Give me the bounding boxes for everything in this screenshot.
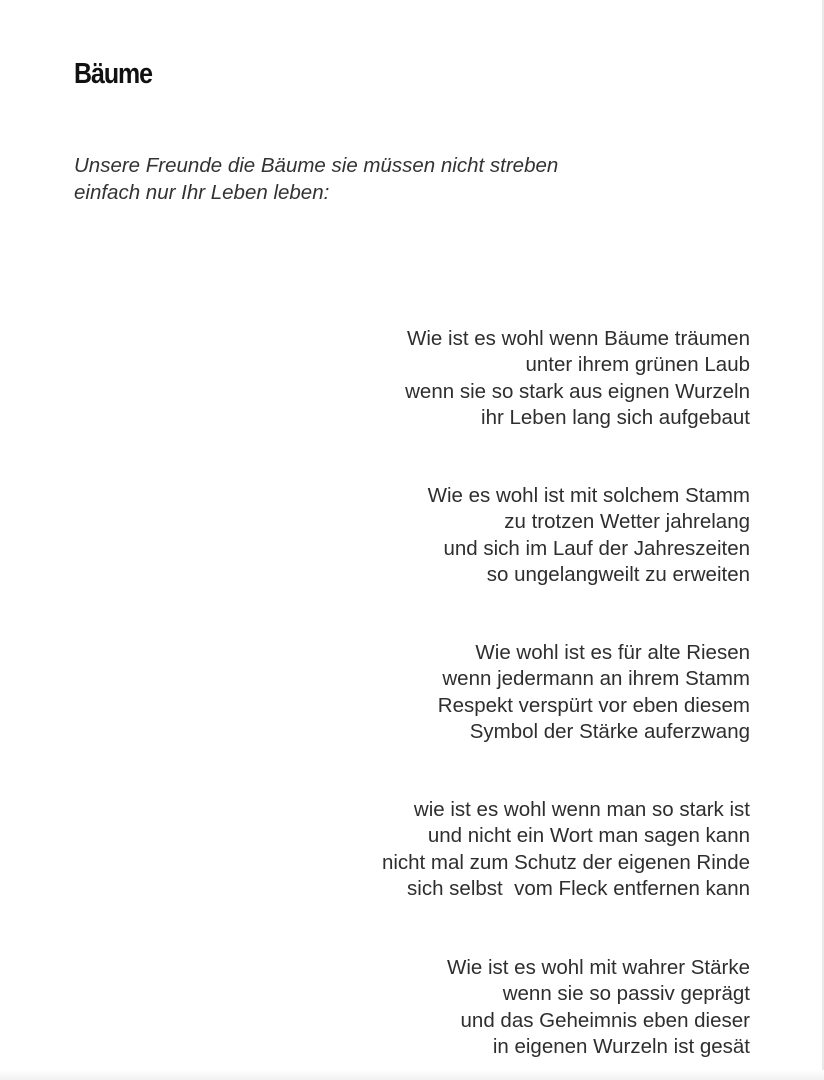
verse-line: Wie ist es wohl wenn Bäume träumen: [407, 327, 750, 350]
verse-line: so ungelangweilt zu erweiten: [486, 562, 750, 586]
verse-line: Wie wohl ist es für alte Riesen: [475, 641, 750, 664]
verse-line: Respekt verspürt vor eben diesem: [437, 693, 750, 717]
verse-line: wie ist es wohl wenn man so stark ist: [413, 798, 750, 821]
verse-line: in eigenen Wurzeln ist gesät: [492, 1034, 750, 1058]
stanza-4: [270, 797, 750, 902]
verse-line: Wie ist es wohl mit wahrer Stärke: [446, 956, 750, 979]
verse-line: zu trotzen Wetter jahrelang: [504, 510, 750, 534]
intro-line: einfach nur Ihr Leben leben:: [74, 180, 330, 204]
verse-line: und sich im Lauf der Jahreszeiten: [443, 536, 750, 560]
verse-line: unter ihrem grünen Laub: [525, 353, 750, 377]
stanza-2: [270, 483, 750, 588]
verse-line: nicht mal zum Schutz der eigenen Rinde: [381, 850, 750, 874]
stanza-5: [270, 955, 750, 1060]
page-bottom-shadow: [0, 1070, 824, 1080]
poem-intro: [74, 153, 674, 206]
verse-line: Symbol der Stärke auferzwang: [469, 719, 750, 743]
verse-line: sich selbst vom Fleck entfernen kann: [407, 876, 750, 900]
verse-line: wenn sie so stark aus eignen Wurzeln: [405, 379, 750, 403]
intro-line: Unsere Freunde die Bäume sie müssen nicht streben: [74, 154, 559, 177]
poem-title: Bäume: [74, 58, 153, 90]
verse-line: und nicht ein Wort man sagen kann: [427, 824, 750, 848]
verse-line: ihr Leben lang sich aufgebaut: [481, 405, 750, 429]
verse-line: Wie es wohl ist mit solchem Stamm: [427, 484, 750, 507]
stanza-3: [270, 640, 750, 745]
verse-line: wenn sie so passiv geprägt: [502, 982, 750, 1006]
verse-line: wenn jedermann an ihrem Stamm: [442, 667, 750, 691]
verse-line: und das Geheimnis eben dieser: [460, 1008, 750, 1032]
stanza-1: [270, 326, 750, 431]
